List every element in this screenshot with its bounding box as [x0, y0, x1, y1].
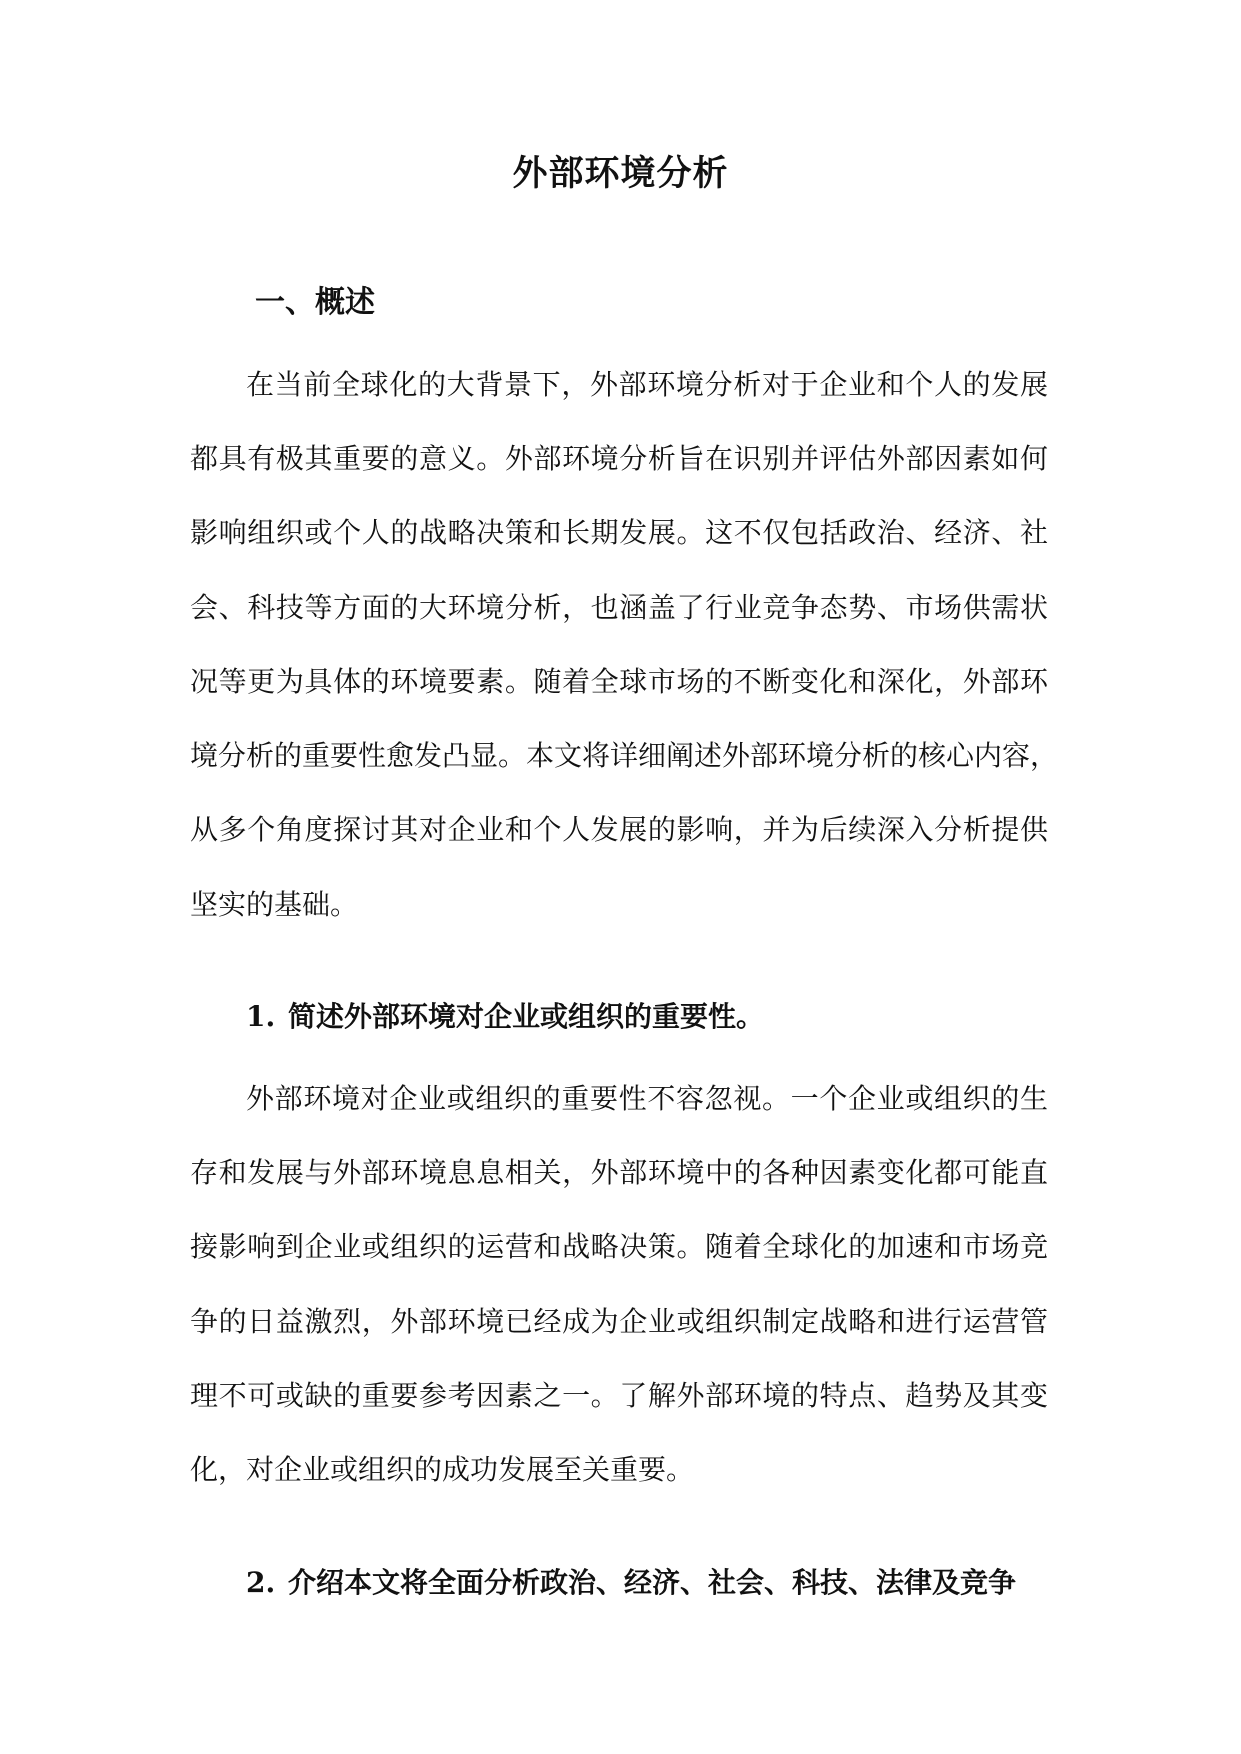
paragraph-line: 都具有极其重要的意义。外部环境分析旨在识别并评估外部因素如何 [190, 442, 1048, 475]
section-heading-overview: 一、概述 [255, 285, 375, 320]
paragraph-line: 况等更为具体的环境要素。随着全球市场的不断变化和深化，外部环 [190, 665, 1048, 698]
paragraph-line: 会、科技等方面的大环境分析，也涵盖了行业竞争态势、市场供需状 [190, 591, 1048, 624]
subsection-heading-1 [246, 997, 764, 1037]
paragraph-line: 境分析的重要性愈发凸显。本文将详细阐述外部环境分析的核心内容， [190, 739, 1059, 772]
paragraph-line: 在当前全球化的大背景下，外部环境分析对于企业和个人的发展 [246, 368, 1048, 401]
paragraph-line: 理不可或缺的重要参考因素之一。了解外部环境的特点、趋势及其变 [190, 1379, 1048, 1412]
subsection-heading-text: 介绍本文将全面分析政治、经济、社会、科技、法律及竞争 [288, 1566, 1017, 1599]
paragraph-line: 接影响到企业或组织的运营和战略决策。随着全球化的加速和市场竞 [190, 1230, 1048, 1263]
subsection-heading-text: 简述外部环境对企业或组织的重要性。 [288, 1000, 765, 1033]
subsection-heading-2 [246, 1563, 1016, 1603]
paragraph-line: 从多个角度探讨其对企业和个人发展的影响，并为后续深入分析提供 [190, 813, 1048, 846]
paragraph-line: 坚实的基础。 [190, 888, 359, 921]
subsection-number: 2. [246, 1566, 276, 1599]
paragraph-line: 影响组织或个人的战略决策和长期发展。这不仅包括政治、经济、社 [190, 516, 1048, 549]
paragraph-line: 化，对企业或组织的成功发展至关重要。 [190, 1453, 695, 1486]
paragraph-line: 存和发展与外部环境息息相关，外部环境中的各种因素变化都可能直 [190, 1156, 1048, 1189]
paragraph-line: 争的日益激烈，外部环境已经成为企业或组织制定战略和进行运营管 [190, 1305, 1048, 1338]
paragraph-line: 外部环境对企业或组织的重要性不容忽视。一个企业或组织的生 [246, 1082, 1048, 1115]
document-title: 外部环境分析 [512, 153, 729, 194]
subsection-number: 1. [246, 1000, 276, 1033]
